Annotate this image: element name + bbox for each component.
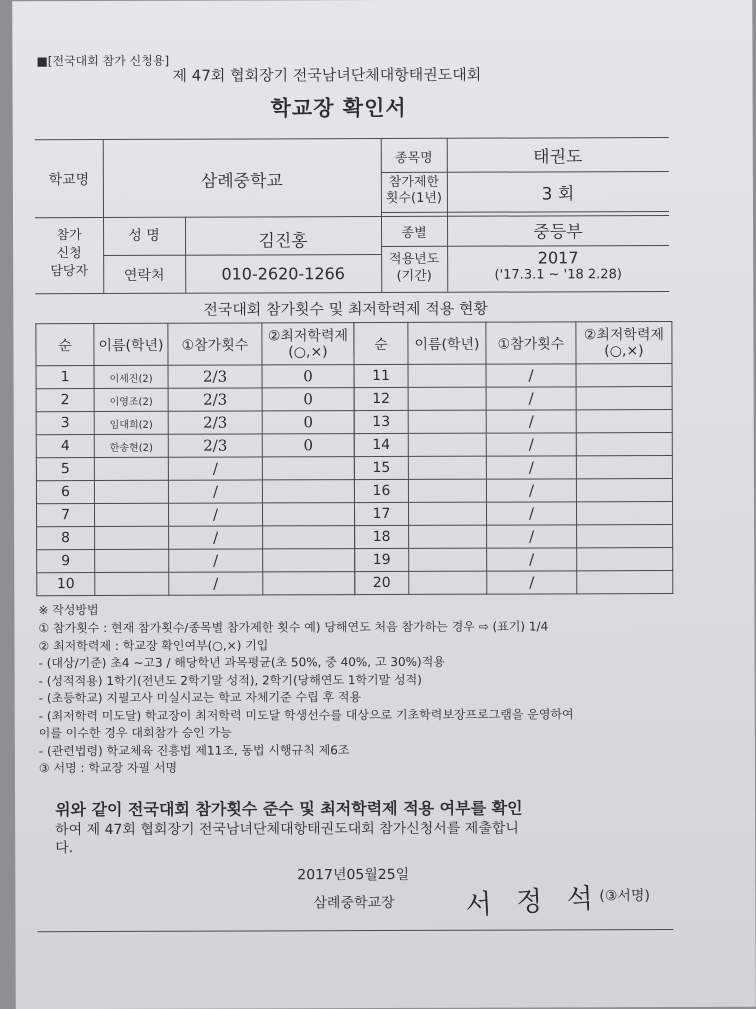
limit-label-line1: 참가제한 (388, 174, 440, 190)
manager-label-line2: 신청 (56, 246, 82, 262)
row-number: 3 (36, 412, 94, 435)
min-academic-check (262, 503, 354, 526)
note-line: ③ 서명 : 학교장 자필 서명 (38, 760, 178, 776)
participation-count: / (486, 456, 576, 479)
header-min-line1: ②최저학력제 (267, 327, 349, 344)
row-number: 16 (354, 479, 408, 502)
table-row (355, 547, 673, 571)
student-name (94, 480, 168, 503)
note-line: ② 최저학력제 : 학교장 확인여부(○,×) 기입 (38, 637, 269, 653)
participation-count: / (487, 548, 577, 571)
participation-count: / (486, 433, 576, 456)
table-row (37, 526, 355, 550)
limit-label-line2: 횟수(1년) (385, 190, 443, 206)
status-table-left (35, 322, 355, 596)
table-row (36, 411, 354, 435)
year-value: 2017 (537, 248, 579, 268)
student-name (95, 526, 169, 549)
row-number: 18 (355, 525, 409, 548)
table-row (355, 524, 673, 548)
table-row (37, 572, 355, 596)
min-academic-check (576, 478, 672, 501)
participation-count: / (168, 457, 262, 480)
row-number: 1 (36, 366, 94, 389)
table-row (36, 503, 354, 527)
row-number: 11 (354, 364, 408, 387)
row-number: 12 (354, 387, 408, 410)
participation-count: 2/3 (168, 434, 262, 457)
year-label-line1: 적용년도 (388, 251, 440, 267)
status-table-right (353, 321, 673, 595)
table-row (355, 570, 673, 594)
row-number: 14 (354, 433, 408, 456)
student-name (409, 525, 487, 548)
student-name: 임대희(2) (94, 411, 168, 434)
table-row (354, 386, 672, 410)
student-name (408, 364, 486, 387)
signer: 삼례중학교장 (313, 894, 395, 912)
min-academic-check (576, 363, 672, 386)
principal-signature: 서 정 석 (464, 882, 602, 922)
note-line: - (성적적용) 1학기(전년도 2학기말 성적), 2학기(당해연도 1학기말 성적) (38, 672, 422, 688)
participation-count: / (486, 364, 576, 387)
min-academic-check (263, 572, 355, 595)
table-row (37, 549, 355, 573)
table-row (36, 365, 354, 389)
header-min (262, 323, 354, 365)
note-line: - (최저학력 미도달) 학교장이 최저학력 미도달 학생선수를 대상으로 기초학력보장프로그램을 운영하여 (38, 706, 574, 723)
min-academic-check (262, 480, 354, 503)
header-min-line1: ②최저학력제 (583, 326, 665, 343)
row-number: 19 (355, 548, 409, 571)
table-row (354, 432, 672, 456)
participation-count: 2/3 (168, 388, 262, 411)
table-row (354, 455, 672, 479)
year-label-line2: (기간) (396, 268, 432, 284)
participation-count: 2/3 (168, 365, 262, 388)
limit-value: 3 회 (541, 184, 575, 205)
name-value: 김진홍 (258, 231, 308, 252)
participation-count: / (169, 572, 263, 595)
table-row (354, 409, 672, 433)
school-value: 삼례중학교 (200, 171, 283, 192)
row-number: 15 (354, 456, 408, 479)
participation-count: / (487, 571, 577, 594)
participation-count: / (169, 526, 263, 549)
seal-label: (③서명) (599, 888, 650, 905)
participation-count: / (486, 410, 576, 433)
row-number: 8 (37, 527, 95, 550)
note-line: - (대상/기준) 초4 ~고3 / 해당학년 과목평균(초 50%, 중 40%, 고 30%)적용 (38, 654, 445, 671)
table-row (36, 434, 354, 458)
min-academic-check (576, 386, 672, 409)
division-value: 중등부 (533, 222, 583, 243)
header-no: 순 (354, 322, 408, 364)
sport-value: 태권도 (533, 147, 583, 168)
min-academic-check (576, 432, 672, 455)
manager-label (35, 227, 103, 281)
student-name (408, 410, 486, 433)
student-name (409, 548, 487, 571)
student-name (408, 387, 486, 410)
status-title: 전국대회 참가횟수 및 최저학력제 적용 현황 (203, 299, 489, 319)
school-label: 학교명 (48, 172, 90, 189)
table-row (354, 478, 672, 502)
min-academic-check (577, 547, 673, 570)
participation-count: / (487, 525, 577, 548)
closing-line-2: 하여 제 47회 협회장기 전국남녀단체대항태권도대회 참가신청서를 제출합니 (55, 820, 519, 839)
note-line: 이를 이수한 경우 대회참가 승인 가능 (38, 725, 232, 741)
contact-label: 연락처 (123, 267, 165, 284)
header-min-line2: (○,×) (288, 343, 328, 360)
limit-label (381, 175, 447, 207)
participation-count: / (486, 479, 576, 502)
division-label: 종별 (401, 225, 427, 241)
header-count: ①참가횟수 (486, 322, 576, 364)
student-name: 한송현(2) (94, 434, 168, 457)
row-number: 2 (36, 389, 94, 412)
header-min-line2: (○,×) (604, 342, 644, 359)
row-number: 9 (37, 550, 95, 573)
header-no: 순 (36, 324, 94, 366)
row-number: 10 (37, 573, 95, 596)
participation-count: / (168, 480, 262, 503)
period-value: ('17.3.1 ~ '18 2.28) (494, 267, 622, 283)
row-number: 7 (36, 504, 94, 527)
header-min (576, 321, 672, 363)
category-tag: ■[전국대회 참가 신청용] (36, 53, 170, 69)
student-name (408, 433, 486, 456)
min-academic-check: 0 (262, 388, 354, 411)
manager-label-line3: 담당자 (50, 264, 89, 280)
student-name (95, 549, 169, 572)
header-count: ①참가횟수 (168, 323, 262, 365)
participation-count: / (486, 502, 576, 525)
min-academic-check (262, 457, 354, 480)
document-page (12, 0, 756, 1009)
note-line: - (초등학교) 지필고사 미실시교는 학교 자체기준 수립 후 적용 (38, 690, 362, 706)
min-academic-check (577, 524, 673, 547)
page-title: 학교장 확인서 (270, 95, 407, 121)
min-academic-check (576, 455, 672, 478)
event-title: 제 47회 협회장기 전국남녀단체대항태권도대회 (172, 65, 482, 85)
participation-count: 2/3 (168, 411, 262, 434)
table-row (36, 480, 354, 504)
row-number: 17 (354, 502, 408, 525)
name-label: 성 명 (128, 227, 160, 244)
min-academic-check (263, 549, 355, 572)
student-name (408, 456, 486, 479)
bottom-rule (37, 929, 673, 932)
header-name: 이름(학년) (408, 322, 486, 364)
closing-line-1: 위와 같이 전국대회 참가횟수 준수 및 최저학력제 적용 여부를 확인 (55, 798, 523, 820)
row-number: 4 (36, 435, 94, 458)
row-number: 20 (355, 571, 409, 594)
min-academic-check: 0 (262, 434, 354, 457)
table-row (354, 363, 672, 387)
participation-count: / (169, 549, 263, 572)
row-number: 6 (36, 481, 94, 504)
student-name (94, 503, 168, 526)
student-name (409, 571, 487, 594)
student-name (94, 457, 168, 480)
row-number: 13 (354, 410, 408, 433)
year-label (381, 251, 447, 285)
min-academic-check: 0 (262, 411, 354, 434)
student-name (408, 479, 486, 502)
student-name (95, 572, 169, 595)
student-name: 이세진(2) (94, 365, 168, 388)
closing-line-3: 다. (55, 840, 74, 857)
student-name: 이영조(2) (94, 388, 168, 411)
date: 2017년05월25일 (297, 866, 410, 884)
table-row (354, 501, 672, 525)
min-academic-check (576, 409, 672, 432)
row-number: 5 (36, 458, 94, 481)
table-row (36, 457, 354, 481)
table-row (36, 388, 354, 412)
note-line: ① 참가횟수 : 현재 참가횟수/종목별 참가제한 횟수 예) 당해연도 처음 참가하는 경우 ⇨ (표기) 1/4 (38, 619, 549, 636)
min-academic-check (577, 570, 673, 593)
participation-count: / (168, 503, 262, 526)
student-name (408, 502, 486, 525)
min-academic-check: 0 (262, 365, 354, 388)
note-line: - (관련법령) 학교체육 진흥법 제11조, 동법 시행규칙 제6조 (38, 742, 350, 758)
sport-label: 종목명 (394, 150, 433, 166)
manager-label-line1: 참가 (56, 228, 82, 244)
participation-count: / (486, 387, 576, 410)
min-academic-check (263, 526, 355, 549)
notes-heading: ※ 작성방법 (38, 602, 99, 618)
header-name: 이름(학년) (94, 323, 168, 365)
min-academic-check (576, 501, 672, 524)
contact-value: 010-2620-1266 (221, 264, 345, 284)
